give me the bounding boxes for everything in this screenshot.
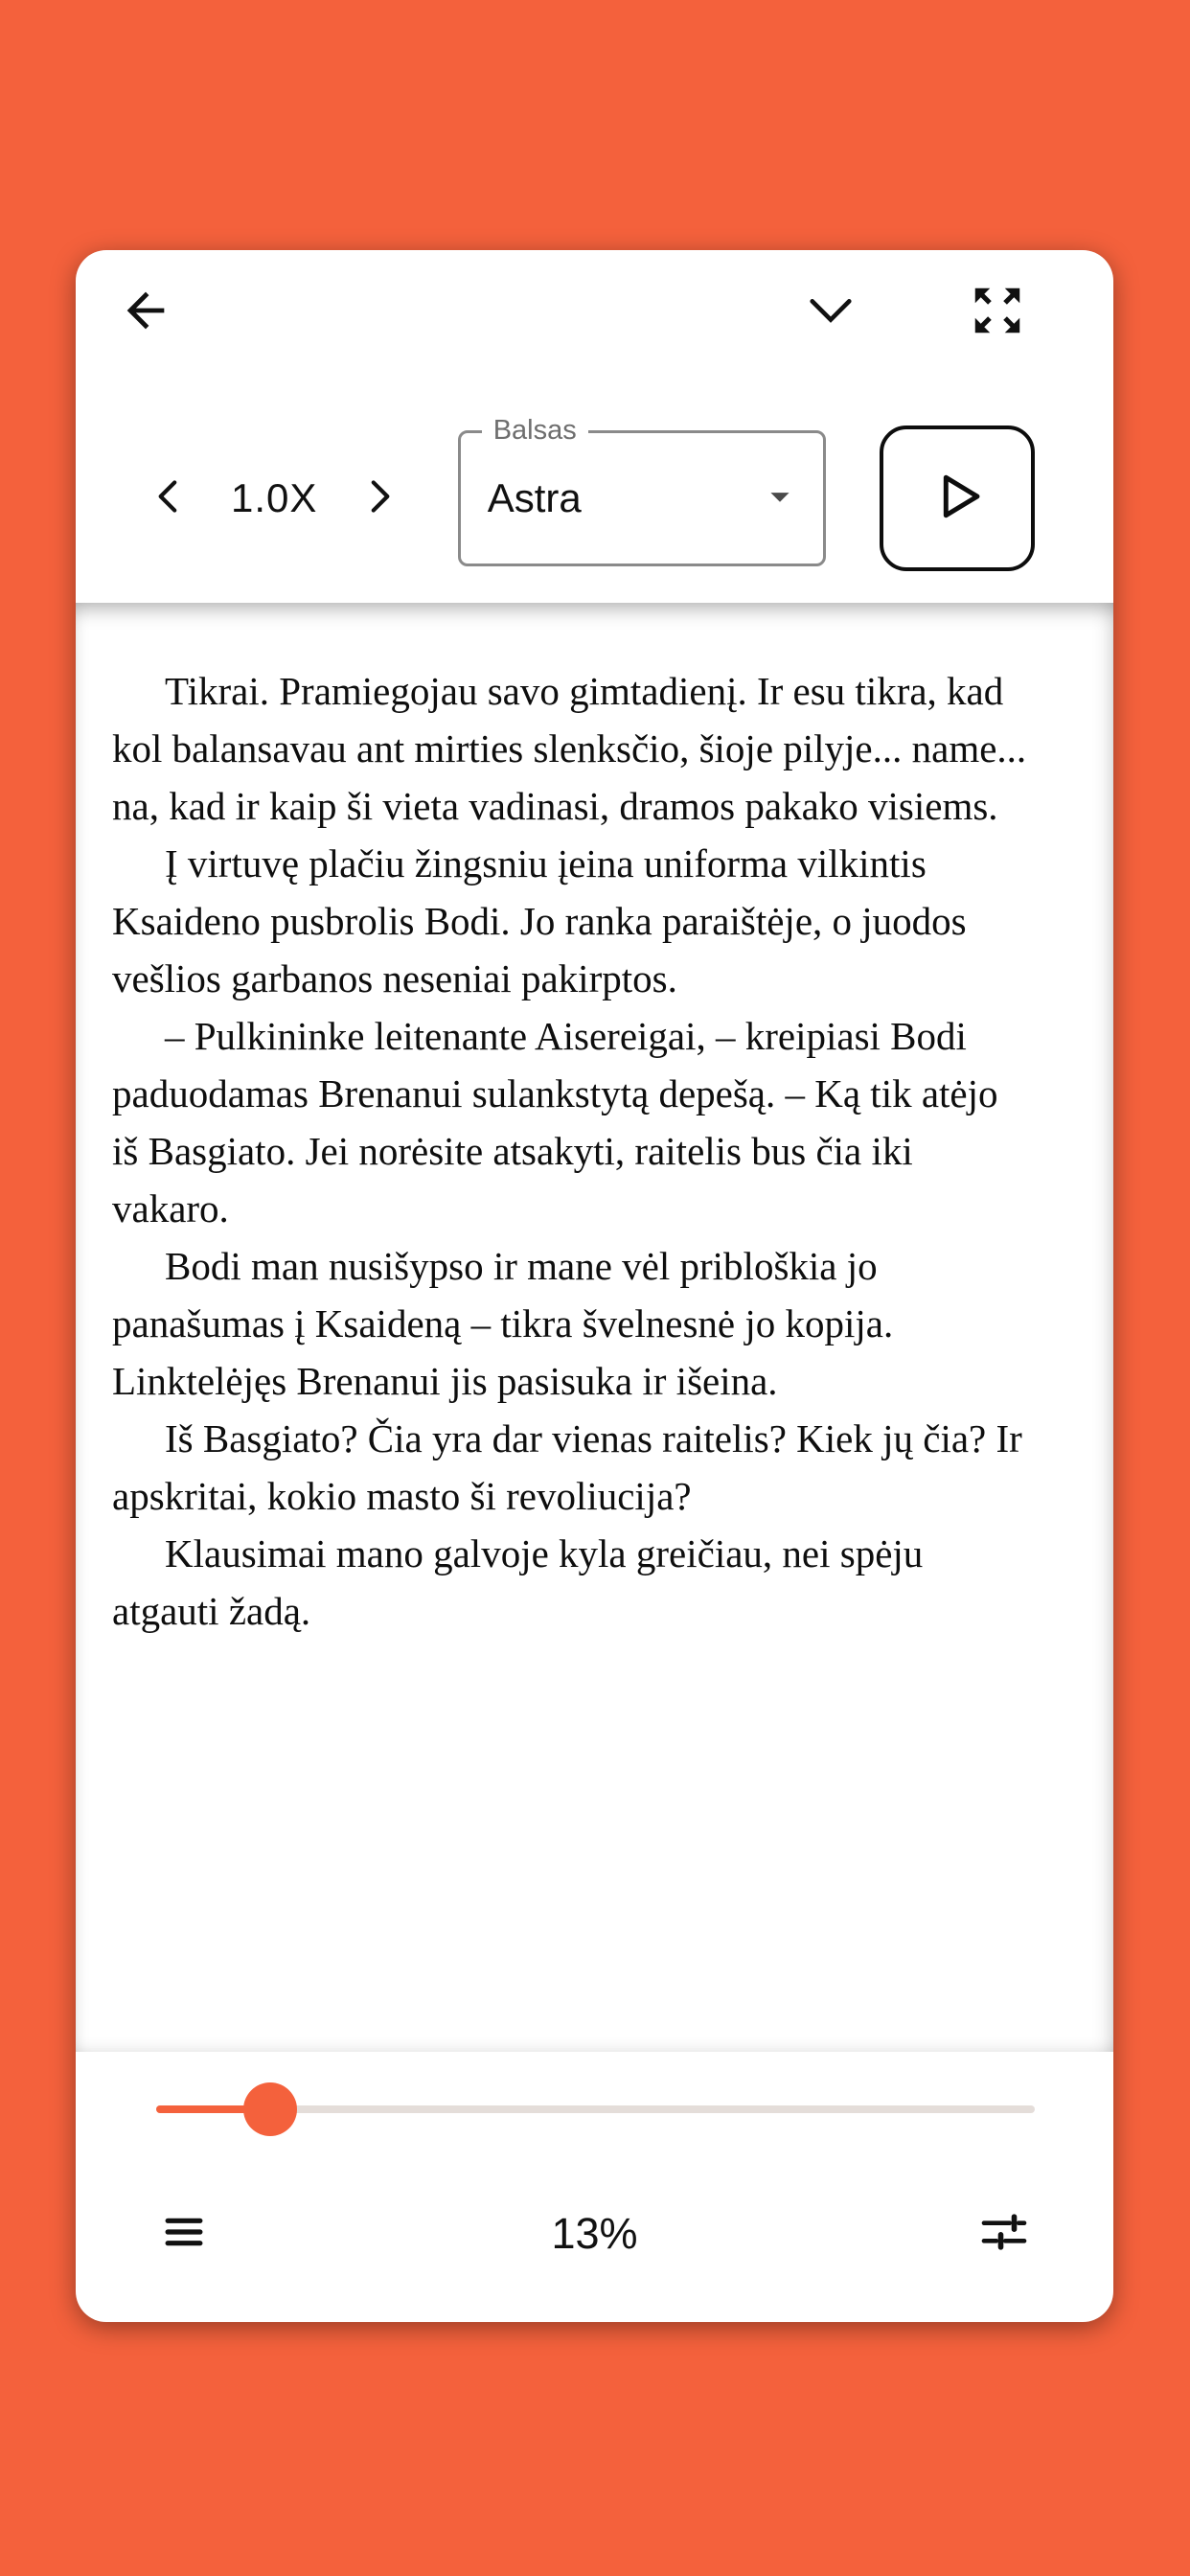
fullscreen-icon (968, 281, 1027, 345)
speed-control (145, 472, 403, 525)
player-controls (76, 415, 1113, 571)
slider-track[interactable] (156, 2105, 1035, 2113)
speed-increase-button[interactable] (355, 472, 403, 525)
paragraph: – Pulkininke leitenante Aisereigai, – kreipiasi Bodi paduodamas Brenanui sulankstytą depešą. – Ką tik atėjo iš Basgiato. Jei norėsite atsakyti, raitelis bus čia iki vakaro. (112, 1014, 998, 1230)
chevron-right-icon (355, 472, 403, 525)
speed-value: 1.0X (231, 475, 318, 520)
chevron-down-icon (799, 279, 862, 347)
reader-card (76, 250, 1113, 2322)
back-button[interactable] (118, 283, 173, 343)
toolbar-right-group (799, 279, 1027, 347)
paragraph: Klausimai mano galvoje kyla greičiau, nei spėju atgauti žadą. (112, 1531, 924, 1633)
fullscreen-button[interactable] (968, 281, 1027, 345)
reading-area[interactable] (76, 603, 1113, 2052)
paragraph: Iš Basgiato? Čia yra dar vienas raitelis? Kiek jų čia? Ir apskritai, kokio masto ši revoliucija? (112, 1416, 1022, 1518)
toolbar (76, 250, 1113, 375)
chevron-left-icon (145, 472, 193, 525)
bottom-bar (76, 2167, 1113, 2301)
paragraph: Į virtuvę plačiu žingsniu įeina uniforma vilkintis Ksaideno pusbrolis Bodi. Jo ranka paraištėje, o juodos vešlios garbanos neseniai pakirptos. (112, 841, 967, 1000)
voice-select[interactable] (458, 415, 826, 566)
paragraph: Bodi man nusišypso ir mane vėl pribloškia jo panašumas į Ksaideną – tikra švelnesnė jo kopija. Linktelėjęs Brenanui jis pasisuka ir išeina. (112, 1244, 894, 1403)
progress-label: 13% (551, 2209, 638, 2258)
play-icon (922, 461, 993, 537)
slider-thumb[interactable] (243, 2082, 297, 2136)
back-icon (118, 283, 173, 343)
play-button[interactable] (880, 426, 1035, 571)
voice-select-value: Astra (487, 475, 582, 520)
voice-select-label: Balsas (482, 415, 588, 447)
paragraph: Tikrai. Pramiegojau savo gimtadienį. Ir esu tikra, kad kol balansavau ant mirties slenksčio, šioje pilyje... name... na, kad ir kaip ši vieta vadinasi, dramos pakako visiems. (112, 669, 1027, 828)
collapse-button[interactable] (799, 279, 862, 347)
caret-down-icon (758, 474, 802, 523)
speed-decrease-button[interactable] (145, 472, 193, 525)
progress-slider[interactable] (76, 2052, 1113, 2167)
